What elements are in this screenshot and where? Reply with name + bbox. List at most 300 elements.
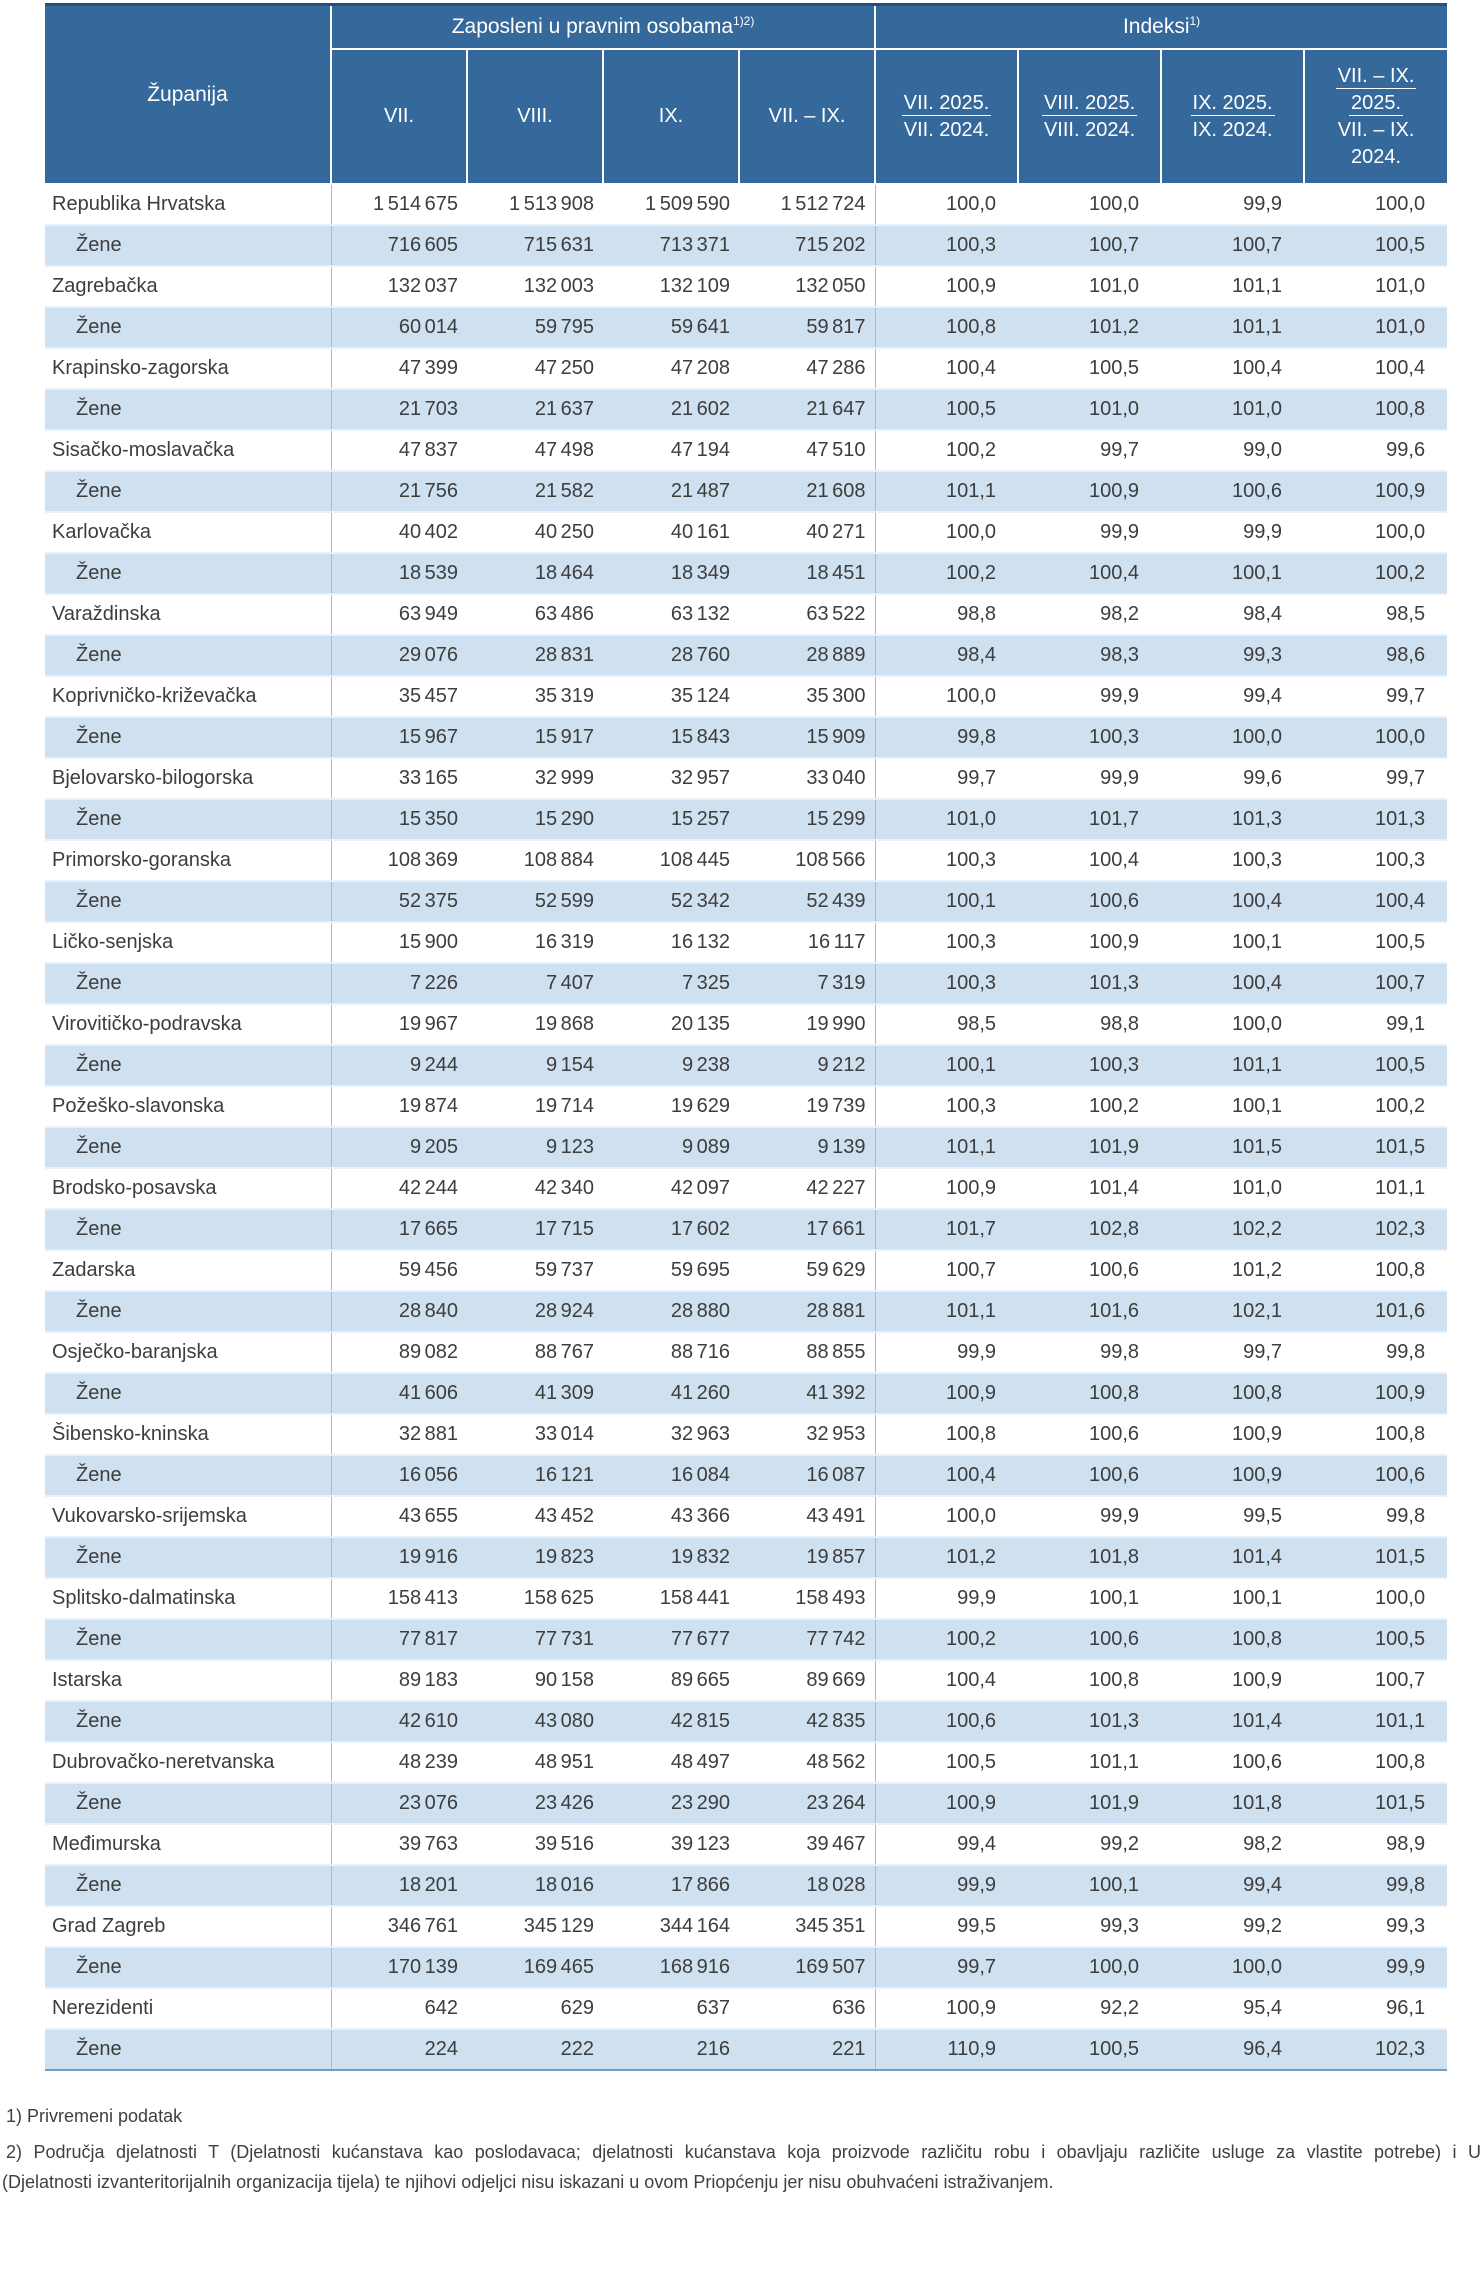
employment-value: 1 514 675 bbox=[373, 193, 458, 215]
table-row-zene bbox=[45, 1619, 1447, 1660]
index-value: 101,5 bbox=[1304, 1537, 1447, 1578]
county-column-header-label: Županija bbox=[147, 82, 228, 106]
employment-value: 48 951 bbox=[534, 1751, 594, 1773]
employment-value: 41 392 bbox=[739, 1373, 875, 1414]
index-value: 100,2 bbox=[875, 553, 1018, 594]
employment-value: 216 bbox=[603, 2029, 739, 2070]
index-value: 100,0 bbox=[1161, 1947, 1304, 1988]
index-value: 100,2 bbox=[1088, 1095, 1140, 1117]
employment-value: 89 183 bbox=[398, 1669, 458, 1691]
index-value: 101,6 bbox=[1304, 1291, 1447, 1332]
index-value: 100,1 bbox=[1018, 1865, 1161, 1906]
employment-value: 17 866 bbox=[603, 1865, 739, 1906]
employment-value: 48 239 bbox=[398, 1751, 458, 1773]
index-value: 100,5 bbox=[1088, 357, 1140, 379]
employment-month-header-3: IX. bbox=[603, 49, 739, 184]
index-ratio-header-1 bbox=[875, 49, 1018, 184]
index-value: 100,5 bbox=[875, 389, 1018, 430]
index-value: 101,3 bbox=[1304, 799, 1447, 840]
employment-value: 9 205 bbox=[331, 1127, 467, 1168]
index-value: 101,1 bbox=[1088, 1751, 1140, 1773]
index-value: 101,1 bbox=[875, 471, 1018, 512]
index-value: 100,4 bbox=[1018, 553, 1161, 594]
employment-value: 28 924 bbox=[467, 1291, 603, 1332]
employment-value: 9 139 bbox=[739, 1127, 875, 1168]
employment-value: 89 082 bbox=[398, 1341, 458, 1363]
index-value: 100,2 bbox=[875, 1619, 1018, 1660]
index-value: 100,5 bbox=[1304, 1045, 1447, 1086]
index-value: 100,9 bbox=[945, 1177, 997, 1199]
index-value: 101,2 bbox=[1231, 1259, 1283, 1281]
index-value: 99,5 bbox=[957, 1915, 997, 1937]
row-label: Koprivničko-križevačka bbox=[45, 676, 331, 717]
table-row-zene bbox=[45, 799, 1447, 840]
employment-value: 28 831 bbox=[467, 635, 603, 676]
index-value: 99,7 bbox=[1386, 685, 1426, 707]
table-row-zene bbox=[45, 389, 1447, 430]
index-value: 100,0 bbox=[1375, 521, 1426, 543]
employment-value: 108 884 bbox=[523, 849, 594, 871]
table-row-zene bbox=[45, 225, 1447, 266]
employment-value: 345 129 bbox=[523, 1915, 594, 1937]
employment-value: 636 bbox=[739, 1988, 875, 2029]
index-value: 102,3 bbox=[1304, 2029, 1447, 2070]
employment-value: 344 164 bbox=[659, 1915, 730, 1937]
row-label: Brodsko-posavska bbox=[45, 1168, 331, 1209]
employment-value: 48 562 bbox=[739, 1742, 875, 1783]
row-label: Osječko-baranjska bbox=[45, 1332, 331, 1373]
index-value: 100,9 bbox=[945, 1997, 997, 2019]
index-value: 100,8 bbox=[1375, 1259, 1426, 1281]
employment-value: 19 916 bbox=[331, 1537, 467, 1578]
index-value: 100,7 bbox=[1161, 225, 1304, 266]
employment-value: 9 244 bbox=[331, 1045, 467, 1086]
table-row-county bbox=[45, 1086, 1447, 1127]
row-label: Međimurska bbox=[45, 1824, 331, 1865]
employment-value: 158 441 bbox=[659, 1587, 730, 1609]
employment-value: 43 491 bbox=[739, 1496, 875, 1537]
table-row-zene bbox=[45, 963, 1447, 1004]
table-row-county bbox=[45, 594, 1447, 635]
table-row-zene bbox=[45, 1209, 1447, 1250]
index-value: 100,6 bbox=[1018, 881, 1161, 922]
row-label: Žene bbox=[45, 1373, 331, 1414]
employment-value: 39 516 bbox=[534, 1833, 594, 1855]
employment-value: 43 366 bbox=[670, 1505, 730, 1527]
index-value: 98,5 bbox=[1386, 603, 1426, 625]
index-value: 99,8 bbox=[1386, 1341, 1426, 1363]
row-label: Varaždinska bbox=[45, 594, 331, 635]
row-label: Zagrebačka bbox=[45, 266, 331, 307]
index-group-header bbox=[875, 5, 1447, 50]
row-label: Primorsko-goranska bbox=[45, 840, 331, 881]
index-value: 100,3 bbox=[1231, 849, 1283, 871]
employment-value: 23 426 bbox=[467, 1783, 603, 1824]
index-value: 100,8 bbox=[945, 1423, 997, 1445]
employment-value: 716 605 bbox=[331, 225, 467, 266]
employment-value: 28 880 bbox=[603, 1291, 739, 1332]
employment-value: 43 452 bbox=[534, 1505, 594, 1527]
employment-value: 42 340 bbox=[534, 1177, 594, 1199]
employment-value: 35 300 bbox=[739, 676, 875, 717]
index-value: 99,8 bbox=[1100, 1341, 1140, 1363]
index-value: 100,6 bbox=[1018, 1455, 1161, 1496]
index-value: 100,3 bbox=[945, 1095, 997, 1117]
row-label: Splitsko-dalmatinska bbox=[45, 1578, 331, 1619]
employment-value: 15 257 bbox=[603, 799, 739, 840]
index-value: 100,4 bbox=[875, 1455, 1018, 1496]
index-value: 99,9 bbox=[1100, 521, 1140, 543]
table-row-zene bbox=[45, 553, 1447, 594]
table-row-zene bbox=[45, 1291, 1447, 1332]
employment-value: 47 286 bbox=[739, 348, 875, 389]
index-value: 101,0 bbox=[1088, 275, 1140, 297]
employment-value: 48 497 bbox=[670, 1751, 730, 1773]
index-numerator-line bbox=[1023, 90, 1156, 117]
index-value: 101,3 bbox=[1161, 799, 1304, 840]
index-value: 98,6 bbox=[1304, 635, 1447, 676]
index-value: 100,5 bbox=[1018, 2029, 1161, 2070]
index-value: 100,0 bbox=[1088, 193, 1140, 215]
employment-value: 77 817 bbox=[331, 1619, 467, 1660]
index-value: 99,4 bbox=[1161, 1865, 1304, 1906]
employment-value: 642 bbox=[424, 1997, 458, 2019]
index-value: 100,9 bbox=[945, 275, 997, 297]
employment-value: 32 953 bbox=[739, 1414, 875, 1455]
index-value: 100,5 bbox=[1304, 1619, 1447, 1660]
employment-value: 32 999 bbox=[534, 767, 594, 789]
index-value: 100,3 bbox=[875, 225, 1018, 266]
employment-value: 28 881 bbox=[739, 1291, 875, 1332]
row-label: Žene bbox=[45, 553, 331, 594]
index-value: 101,1 bbox=[1161, 1045, 1304, 1086]
index-value: 99,9 bbox=[1100, 767, 1140, 789]
footnote-2-line-1: 2) Područja djelatnosti T (Djelatnosti kućanstava kao poslodavaca; djelatnosti kućanstava koja proizvode različitu robu i obavljaju različite usluge za vlastite potrebe) i U bbox=[6, 2142, 1481, 2162]
index-value: 99,8 bbox=[1304, 1865, 1447, 1906]
employment-value: 15 350 bbox=[331, 799, 467, 840]
employment-value: 222 bbox=[467, 2029, 603, 2070]
index-value: 99,8 bbox=[1386, 1505, 1426, 1527]
employment-value: 9 154 bbox=[467, 1045, 603, 1086]
employment-value: 52 375 bbox=[331, 881, 467, 922]
employment-value: 169 507 bbox=[739, 1947, 875, 1988]
index-denominator-line: IX. 2024. bbox=[1192, 118, 1273, 141]
index-value: 100,0 bbox=[1231, 1013, 1283, 1035]
employment-value: 629 bbox=[560, 1997, 594, 2019]
employment-value: 42 097 bbox=[670, 1177, 730, 1199]
employment-value: 132 003 bbox=[523, 275, 594, 297]
employment-value: 40 271 bbox=[739, 512, 875, 553]
index-value: 92,2 bbox=[1100, 1997, 1140, 2019]
employment-value: 16 084 bbox=[603, 1455, 739, 1496]
row-label: Žene bbox=[45, 471, 331, 512]
employment-value: 9 089 bbox=[603, 1127, 739, 1168]
index-value: 100,2 bbox=[945, 439, 997, 461]
index-value: 96,4 bbox=[1161, 2029, 1304, 2070]
index-value: 100,6 bbox=[1088, 1423, 1140, 1445]
employment-value: 7 226 bbox=[331, 963, 467, 1004]
index-value: 101,4 bbox=[1161, 1537, 1304, 1578]
employment-month-header-1: VII. bbox=[331, 49, 467, 184]
employment-value: 39 123 bbox=[670, 1833, 730, 1855]
index-denominator-line: VII. – IX. bbox=[1337, 118, 1415, 141]
index-value: 98,9 bbox=[1386, 1833, 1426, 1855]
employment-value: 15 843 bbox=[603, 717, 739, 758]
index-value: 101,0 bbox=[1304, 307, 1447, 348]
table-row-zene bbox=[45, 881, 1447, 922]
employment-value: 35 319 bbox=[534, 685, 594, 707]
index-value: 99,4 bbox=[957, 1833, 997, 1855]
index-value: 100,2 bbox=[1375, 1095, 1426, 1117]
index-value: 100,4 bbox=[945, 1669, 997, 1691]
index-value: 100,5 bbox=[1375, 931, 1426, 953]
index-numerator-line bbox=[1309, 63, 1443, 90]
employment-value: 88 767 bbox=[534, 1341, 594, 1363]
index-value: 100,0 bbox=[1375, 1587, 1426, 1609]
employment-value: 19 832 bbox=[603, 1537, 739, 1578]
statistical-publication-page bbox=[0, 3, 1483, 2275]
row-label: Požeško-slavonska bbox=[45, 1086, 331, 1127]
index-value: 99,8 bbox=[875, 717, 1018, 758]
index-value: 100,0 bbox=[1018, 1947, 1161, 1988]
table-row-zene bbox=[45, 1455, 1447, 1496]
index-value: 100,5 bbox=[1304, 225, 1447, 266]
table-row-county bbox=[45, 184, 1447, 225]
table-row-zene bbox=[45, 2029, 1447, 2070]
index-value: 100,7 bbox=[945, 1259, 997, 1281]
index-value: 100,4 bbox=[1304, 881, 1447, 922]
index-value: 102,1 bbox=[1161, 1291, 1304, 1332]
employment-month-header-4: VII. – IX. bbox=[739, 49, 875, 184]
row-label: Žene bbox=[45, 635, 331, 676]
employment-value: 60 014 bbox=[331, 307, 467, 348]
index-value: 95,4 bbox=[1243, 1997, 1283, 2019]
index-value: 99,5 bbox=[1243, 1505, 1283, 1527]
employment-value: 33 165 bbox=[398, 767, 458, 789]
index-value: 99,7 bbox=[1243, 1341, 1283, 1363]
table-row-county bbox=[45, 1332, 1447, 1373]
employment-value: 7 325 bbox=[603, 963, 739, 1004]
index-value: 100,6 bbox=[1304, 1455, 1447, 1496]
employment-value: 17 665 bbox=[331, 1209, 467, 1250]
index-ratio-header-2 bbox=[1018, 49, 1161, 184]
employment-value: 63 522 bbox=[739, 594, 875, 635]
footnotes bbox=[2, 2101, 1481, 2197]
index-value: 100,2 bbox=[1304, 553, 1447, 594]
index-value: 101,2 bbox=[1018, 307, 1161, 348]
index-value: 102,3 bbox=[1304, 1209, 1447, 1250]
index-value: 101,3 bbox=[1018, 963, 1161, 1004]
employment-value: 16 121 bbox=[467, 1455, 603, 1496]
employment-value: 16 056 bbox=[331, 1455, 467, 1496]
employment-value: 15 290 bbox=[467, 799, 603, 840]
employment-value: 221 bbox=[739, 2029, 875, 2070]
employment-value: 41 606 bbox=[331, 1373, 467, 1414]
index-value: 100,9 bbox=[1088, 931, 1140, 953]
employment-value: 59 456 bbox=[398, 1259, 458, 1281]
index-value: 100,8 bbox=[1018, 1373, 1161, 1414]
table-row-county bbox=[45, 1578, 1447, 1619]
table-row-zene bbox=[45, 1127, 1447, 1168]
row-label: Žene bbox=[45, 1947, 331, 1988]
employment-value: 42 835 bbox=[739, 1701, 875, 1742]
employment-value: 7 319 bbox=[739, 963, 875, 1004]
table-row-zene bbox=[45, 307, 1447, 348]
index-value: 100,6 bbox=[875, 1701, 1018, 1742]
index-value: 100,0 bbox=[945, 521, 997, 543]
index-value: 99,7 bbox=[1386, 767, 1426, 789]
employment-value: 23 076 bbox=[331, 1783, 467, 1824]
row-label: Vukovarsko-srijemska bbox=[45, 1496, 331, 1537]
row-label: Istarska bbox=[45, 1660, 331, 1701]
row-label: Krapinsko-zagorska bbox=[45, 348, 331, 389]
row-label: Dubrovačko-neretvanska bbox=[45, 1742, 331, 1783]
index-value: 99,3 bbox=[1386, 1915, 1426, 1937]
index-value: 99,9 bbox=[875, 1865, 1018, 1906]
index-value: 100,4 bbox=[1375, 357, 1426, 379]
employment-month-header-2: VIII. bbox=[467, 49, 603, 184]
employment-value: 32 881 bbox=[398, 1423, 458, 1445]
employment-value: 158 413 bbox=[387, 1587, 458, 1609]
index-value: 101,7 bbox=[1018, 799, 1161, 840]
index-value: 101,1 bbox=[1375, 1177, 1426, 1199]
index-value: 100,4 bbox=[1088, 849, 1140, 871]
employment-value: 90 158 bbox=[534, 1669, 594, 1691]
index-value: 99,6 bbox=[1243, 767, 1283, 789]
index-value: 101,1 bbox=[1231, 275, 1283, 297]
index-value: 100,6 bbox=[1018, 1619, 1161, 1660]
index-value: 100,8 bbox=[1375, 1423, 1426, 1445]
index-value: 100,3 bbox=[1018, 1045, 1161, 1086]
index-value: 100,9 bbox=[1231, 1423, 1283, 1445]
row-label: Žene bbox=[45, 1865, 331, 1906]
employment-value: 47 498 bbox=[534, 439, 594, 461]
employment-value: 15 900 bbox=[398, 931, 458, 953]
index-value: 100,9 bbox=[875, 1783, 1018, 1824]
index-value: 99,7 bbox=[875, 1947, 1018, 1988]
index-value: 99,9 bbox=[1243, 193, 1283, 215]
row-label: Šibensko-kninska bbox=[45, 1414, 331, 1455]
employment-value: 19 714 bbox=[534, 1095, 594, 1117]
employment-value: 21 756 bbox=[331, 471, 467, 512]
employment-value: 32 963 bbox=[670, 1423, 730, 1445]
employment-value: 16 117 bbox=[739, 922, 875, 963]
index-value: 101,0 bbox=[1018, 389, 1161, 430]
index-ratio-header-3 bbox=[1161, 49, 1304, 184]
table-row-county bbox=[45, 1906, 1447, 1947]
index-value: 98,8 bbox=[1100, 1013, 1140, 1035]
table-row-county bbox=[45, 1414, 1447, 1455]
employment-value: 33 014 bbox=[534, 1423, 594, 1445]
index-value: 99,6 bbox=[1386, 439, 1426, 461]
employment-value: 18 464 bbox=[467, 553, 603, 594]
row-label: Karlovačka bbox=[45, 512, 331, 553]
row-label: Virovitičko-podravska bbox=[45, 1004, 331, 1045]
employment-value: 19 868 bbox=[534, 1013, 594, 1035]
employment-value: 28 889 bbox=[739, 635, 875, 676]
table-row-county bbox=[45, 1168, 1447, 1209]
index-numerator-line bbox=[1166, 90, 1299, 117]
index-value: 100,8 bbox=[1161, 1619, 1304, 1660]
row-label: Sisačko-moslavačka bbox=[45, 430, 331, 471]
employment-value: 715 202 bbox=[739, 225, 875, 266]
index-value: 101,4 bbox=[1161, 1701, 1304, 1742]
index-value: 101,0 bbox=[1231, 1177, 1283, 1199]
table-row-zene bbox=[45, 471, 1447, 512]
index-value: 101,0 bbox=[875, 799, 1018, 840]
index-value: 102,2 bbox=[1161, 1209, 1304, 1250]
employment-value: 28 840 bbox=[331, 1291, 467, 1332]
employment-value: 42 815 bbox=[603, 1701, 739, 1742]
table-row-county bbox=[45, 1660, 1447, 1701]
index-value: 101,1 bbox=[875, 1291, 1018, 1332]
index-value: 101,5 bbox=[1304, 1127, 1447, 1168]
employment-value: 59 629 bbox=[739, 1250, 875, 1291]
row-label: Grad Zagreb bbox=[45, 1906, 331, 1947]
group-header-row bbox=[45, 5, 1447, 50]
employment-value: 19 857 bbox=[739, 1537, 875, 1578]
table-row-county bbox=[45, 922, 1447, 963]
row-label: Žene bbox=[45, 717, 331, 758]
employment-value: 52 439 bbox=[739, 881, 875, 922]
employment-value: 39 467 bbox=[739, 1824, 875, 1865]
employment-value: 1 512 724 bbox=[739, 184, 875, 225]
index-value: 98,2 bbox=[1243, 1833, 1283, 1855]
index-value: 100,1 bbox=[1231, 1587, 1283, 1609]
employment-value: 132 037 bbox=[387, 275, 458, 297]
employment-value: 59 641 bbox=[603, 307, 739, 348]
index-value: 100,0 bbox=[1161, 717, 1304, 758]
index-value: 99,4 bbox=[1243, 685, 1283, 707]
index-value: 100,1 bbox=[875, 1045, 1018, 1086]
index-value: 101,6 bbox=[1018, 1291, 1161, 1332]
index-value: 100,6 bbox=[1088, 1259, 1140, 1281]
employment-value: 21 703 bbox=[331, 389, 467, 430]
table-row-zene bbox=[45, 1865, 1447, 1906]
employment-value: 169 465 bbox=[467, 1947, 603, 1988]
row-label: Ličko-senjska bbox=[45, 922, 331, 963]
index-value: 99,7 bbox=[957, 767, 997, 789]
row-label: Žene bbox=[45, 1455, 331, 1496]
row-label: Žene bbox=[45, 225, 331, 266]
employment-value: 52 599 bbox=[467, 881, 603, 922]
index-value: 99,7 bbox=[1100, 439, 1140, 461]
index-group-footnote-ref: 1) bbox=[1189, 14, 1201, 28]
index-value: 100,1 bbox=[875, 881, 1018, 922]
row-label: Žene bbox=[45, 881, 331, 922]
index-value: 98,5 bbox=[957, 1013, 997, 1035]
employment-value: 132 109 bbox=[659, 275, 730, 297]
employment-value: 713 371 bbox=[603, 225, 739, 266]
row-label: Žene bbox=[45, 307, 331, 348]
employment-value: 59 795 bbox=[467, 307, 603, 348]
employment-value: 9 238 bbox=[603, 1045, 739, 1086]
employment-value: 15 909 bbox=[739, 717, 875, 758]
index-value: 101,9 bbox=[1018, 1127, 1161, 1168]
employment-value: 715 631 bbox=[467, 225, 603, 266]
index-value: 100,0 bbox=[945, 193, 997, 215]
employment-value: 39 763 bbox=[398, 1833, 458, 1855]
table-row-county bbox=[45, 840, 1447, 881]
employment-value: 18 539 bbox=[331, 553, 467, 594]
employment-value: 224 bbox=[331, 2029, 467, 2070]
index-value: 100,9 bbox=[1161, 1455, 1304, 1496]
employment-group-header bbox=[331, 5, 875, 50]
index-value: 98,2 bbox=[1100, 603, 1140, 625]
index-value: 100,3 bbox=[1375, 849, 1426, 871]
employment-value: 63 949 bbox=[398, 603, 458, 625]
index-value: 101,1 bbox=[1161, 307, 1304, 348]
